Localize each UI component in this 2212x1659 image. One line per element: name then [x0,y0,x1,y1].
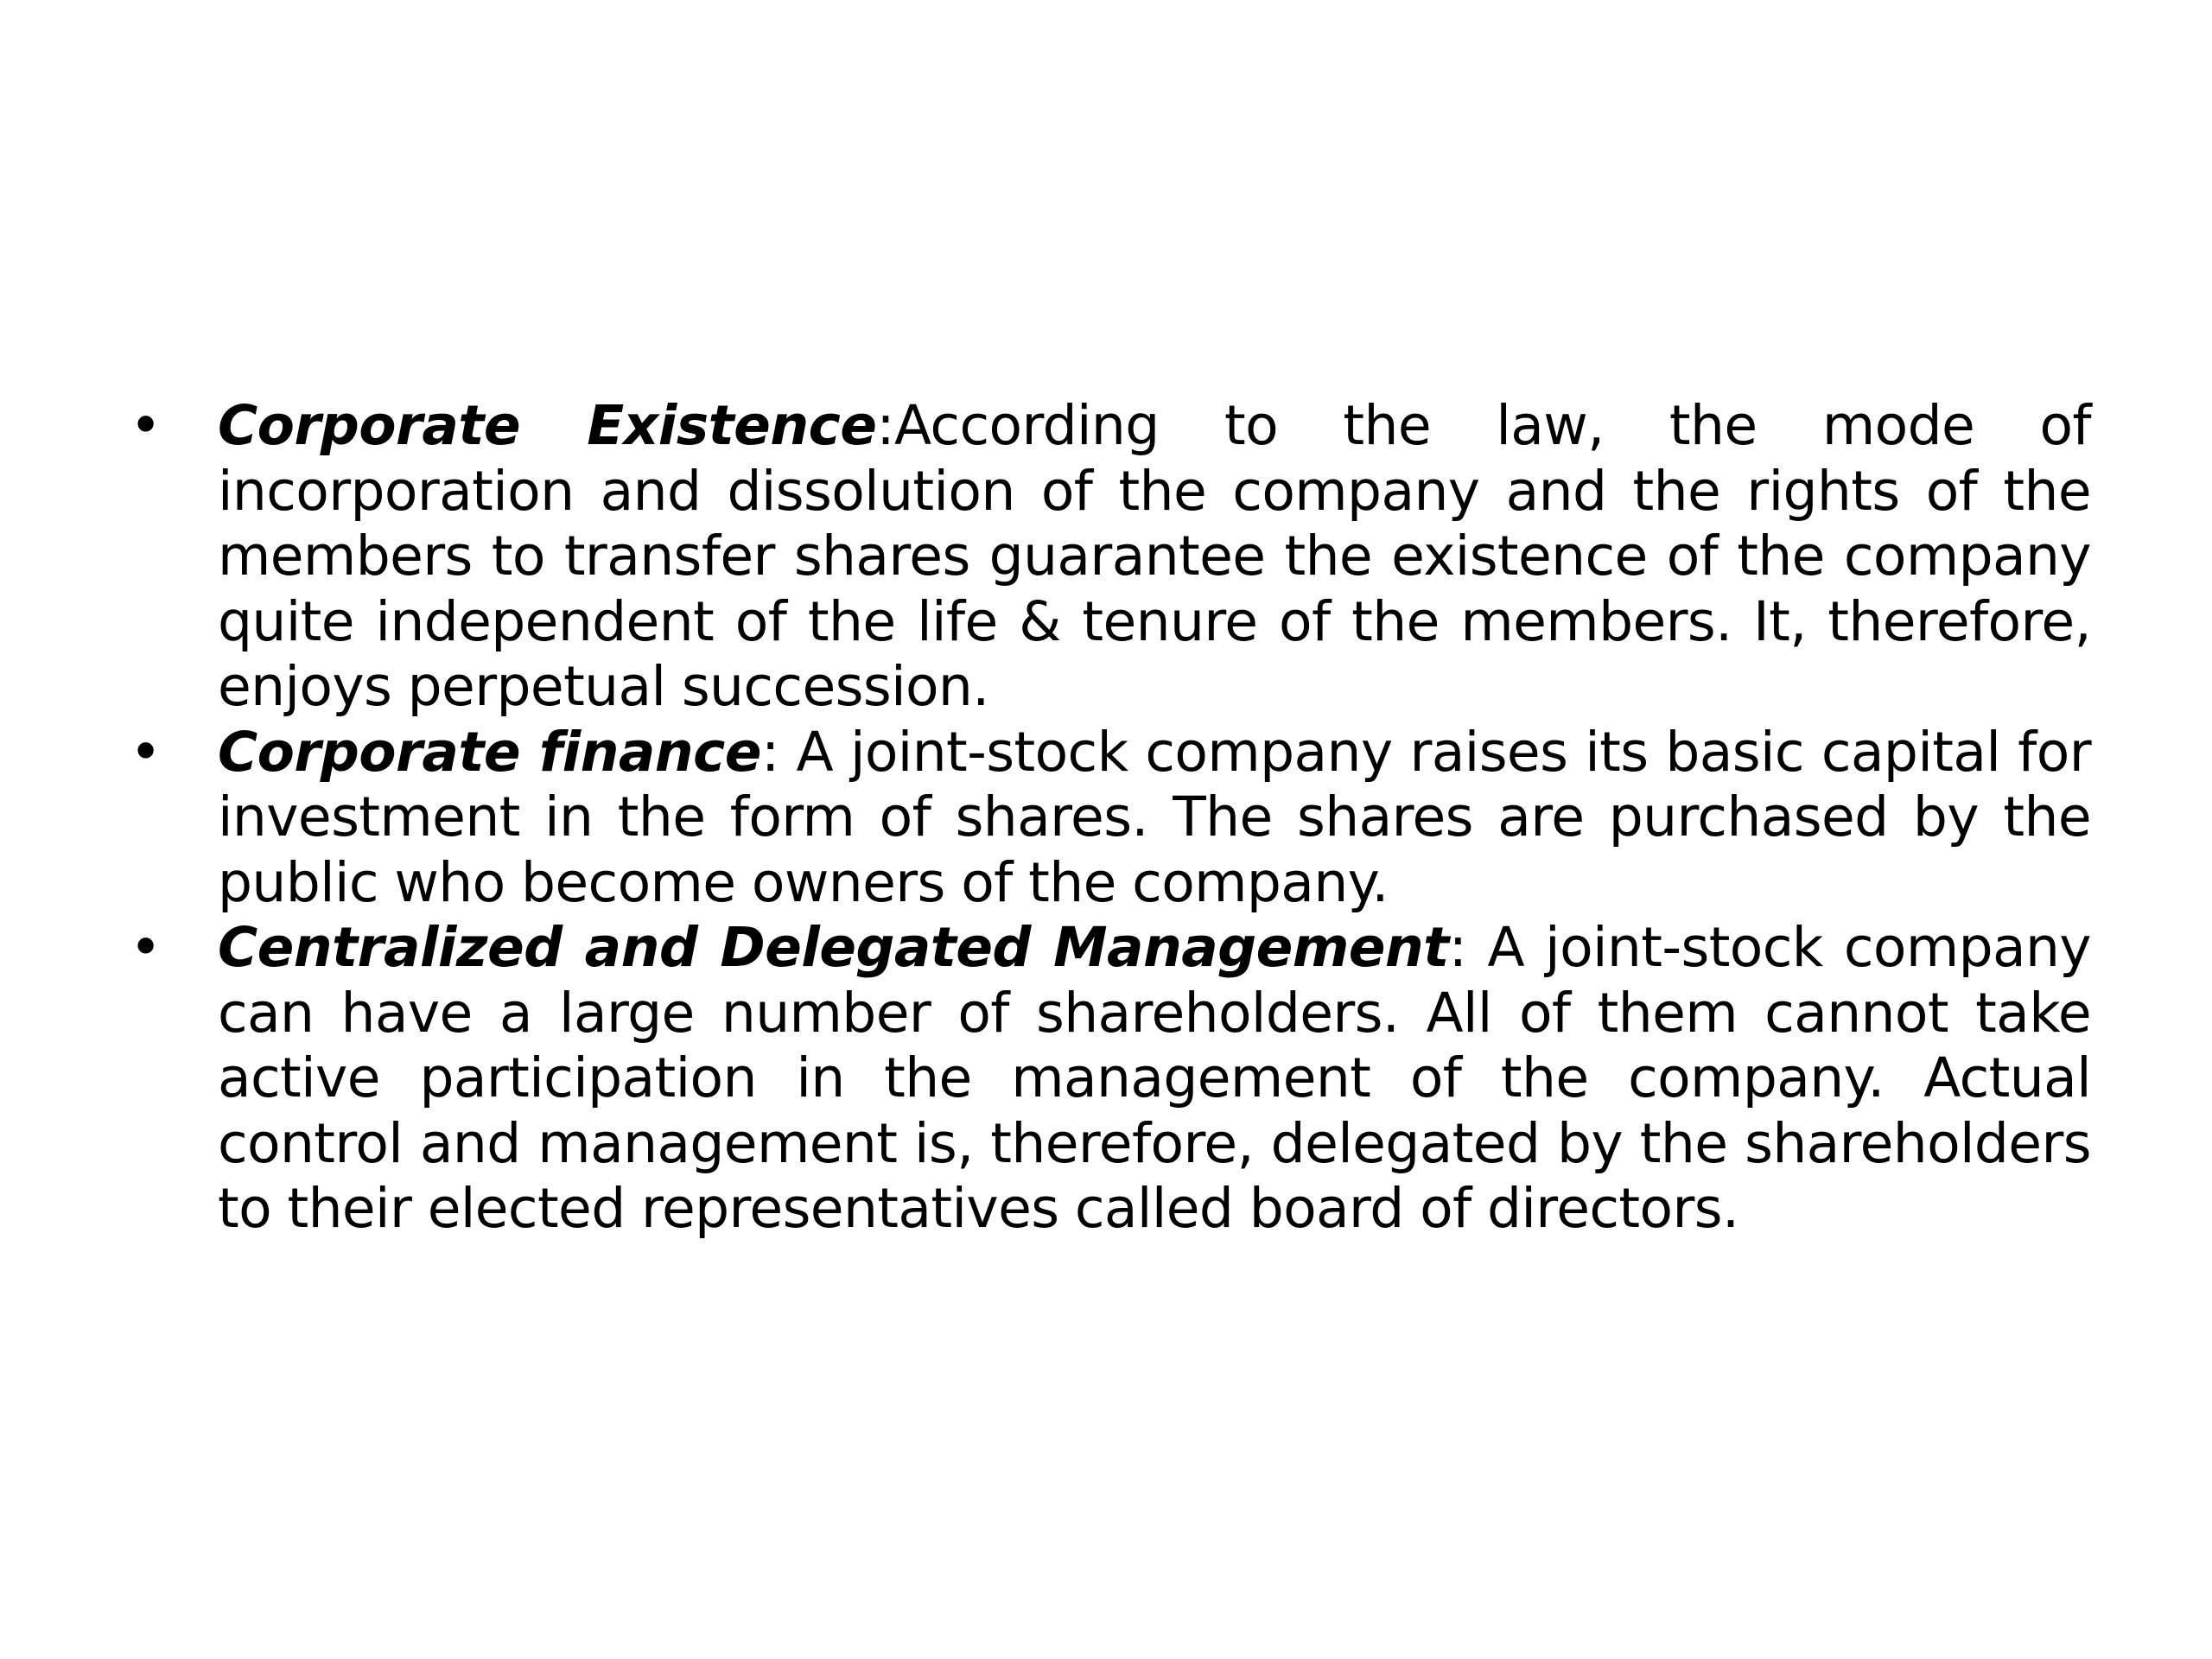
bullet-point-icon: • [130,916,162,979]
bullet-point-icon: • [130,720,162,784]
bullet-term: Centralized and Delegated Management [218,916,1449,979]
bullet-text: A joint-stock company raises its basic capital for investment in the form of shares. The shares are purchased by the public who become owners of the company. [218,720,2091,914]
bullet-separator: : [1448,916,1467,979]
bullet-separator: : [876,394,895,457]
bullet-text: A joint-stock company can have a large number of shareholders. All of them cannot take active participation in the management of the company. Actual control and management is, therefore, delegated by the shareholders to their elected representatives called board of directors. [218,916,2091,1240]
bullet-separator: : [760,720,779,784]
bullet-term: Corporate Existence [218,394,877,457]
bullet-term: Corporate finance [218,720,761,784]
bullet-list [121,393,2091,1242]
bullet-item-centralized-management [121,915,2091,1242]
bullet-item-corporate-finance [121,720,2091,916]
bullet-text: According to the law, the mode of incorporation and dissolution of the company and the rights of the members to transfer shares guarantee the existence of the company quite independent of the life & tenure of the members. It, therefore, enjoys perpetual succession. [218,394,2091,718]
bullet-point-icon: • [130,394,162,457]
bullet-item-corporate-existence [121,393,2091,720]
